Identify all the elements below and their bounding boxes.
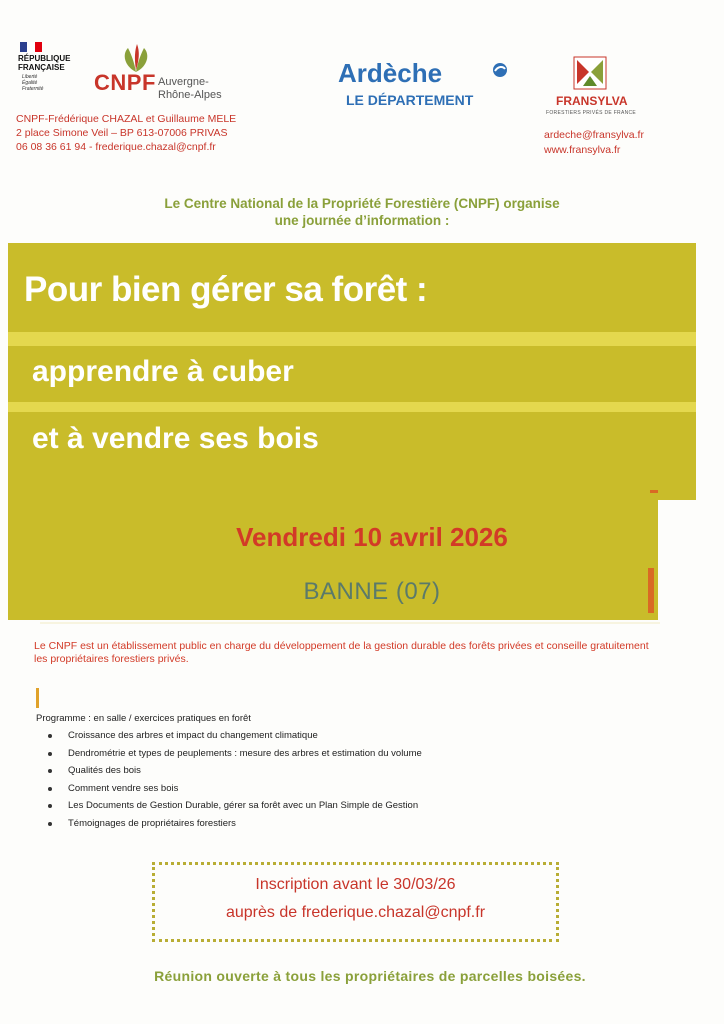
fransylva-email[interactable]: ardeche@fransylva.fr [544, 129, 644, 141]
fransylva-contact [544, 128, 644, 158]
intro-text [0, 195, 724, 229]
fransylva-website[interactable]: www.fransylva.fr [544, 144, 621, 156]
registration-box [152, 862, 559, 942]
bullet-icon [48, 752, 52, 756]
ardeche-logo-text: Ardèche [338, 58, 443, 88]
contact-phone-email: 06 08 36 61 94 - frederique.chazal@cnpf.fr [16, 141, 216, 153]
cnpf-region [158, 76, 222, 102]
bullet-icon [48, 822, 52, 826]
bullet-icon [48, 804, 52, 808]
program-list [48, 727, 422, 833]
divider [40, 622, 660, 624]
list-item [48, 780, 422, 798]
program-item-text: Les Documents de Gestion Durable, gérer sa forêt avec un Plan Simple de Gestion [68, 800, 419, 812]
program-item-text: Comment vendre ses bois [68, 782, 179, 794]
list-item [48, 762, 422, 780]
fransylva-logo-icon [573, 56, 607, 90]
contact-address: 2 place Simone Veil – BP 613-07006 PRIVAS [16, 127, 228, 139]
organizer-contact [16, 112, 236, 154]
motto-egalite: Égalité [22, 80, 38, 86]
republique-line2: FRANÇAISE [18, 63, 65, 72]
registration-email[interactable]: auprès de frederique.chazal@cnpf.fr [225, 904, 486, 921]
registration-deadline: Inscription avant le 30/03/26 [255, 876, 456, 893]
cnpf-description: Le CNPF est un établissement public en charge du développement de la gestion durable des forêts privées et conseille gratuitement les propriétaires forestiers privés. [34, 640, 649, 665]
subtitle-line1: apprendre à cuber [32, 355, 294, 388]
republique-line1: RÉPUBLIQUE [18, 54, 71, 63]
banner-strip [8, 332, 696, 346]
ardeche-swirl-icon [490, 62, 510, 78]
program-item-text: Dendrométrie et types de peuplements : mesure des arbres et estimation du volume [68, 747, 422, 759]
intro-line2: une journée d’information : [274, 213, 450, 228]
cnpf-region-line1: Auvergne- [158, 76, 209, 88]
list-item [48, 797, 422, 815]
bullet-icon [48, 734, 52, 738]
orange-dash-decoration [650, 490, 658, 493]
program-item-text: Qualités des bois [68, 765, 141, 777]
cnpf-region-line2: Rhône-Alpes [158, 89, 222, 101]
fransylva-logo-text: FRANSYLVA [556, 94, 628, 108]
event-date: Vendredi 10 avril 2026 [236, 522, 508, 552]
main-title: Pour bien gérer sa forêt : [24, 270, 428, 309]
ardeche-departement: LE DÉPARTEMENT [346, 92, 474, 108]
cnpf-logo-text: CNPF [94, 70, 156, 95]
banner-strip [8, 402, 696, 412]
bullet-icon [48, 769, 52, 773]
program-item-text: Témoignages de propriétaires forestiers [68, 817, 236, 829]
list-item [48, 727, 422, 745]
intro-line1: Le Centre National de la Propriété Forestière (CNPF) organise [164, 196, 560, 211]
motto-liberte: Liberté [22, 74, 38, 80]
motto-fraternite: Fraternité [22, 86, 44, 92]
footer-note: Réunion ouverte à tous les propriétaires de parcelles boisées. [154, 968, 586, 984]
republique-motto [22, 74, 43, 92]
bullet-icon [48, 787, 52, 791]
list-item [48, 745, 422, 763]
program-item-text: Croissance des arbres et impact du changement climatique [68, 730, 318, 741]
contact-names: CNPF-Frédérique CHAZAL et Guillaume MELE [16, 113, 237, 125]
french-flag-icon [20, 42, 42, 52]
list-item [48, 815, 422, 833]
event-location: BANNE (07) [303, 578, 441, 605]
program-title: Programme : en salle / exercices pratiques en forêt [36, 713, 251, 724]
accent-bar-decoration [36, 688, 39, 708]
fransylva-tagline: FORESTIERS PRIVÉS DE FRANCE [546, 110, 637, 116]
subtitle-line2: et à vendre ses bois [32, 422, 319, 455]
republique-francaise-logo [18, 54, 70, 72]
